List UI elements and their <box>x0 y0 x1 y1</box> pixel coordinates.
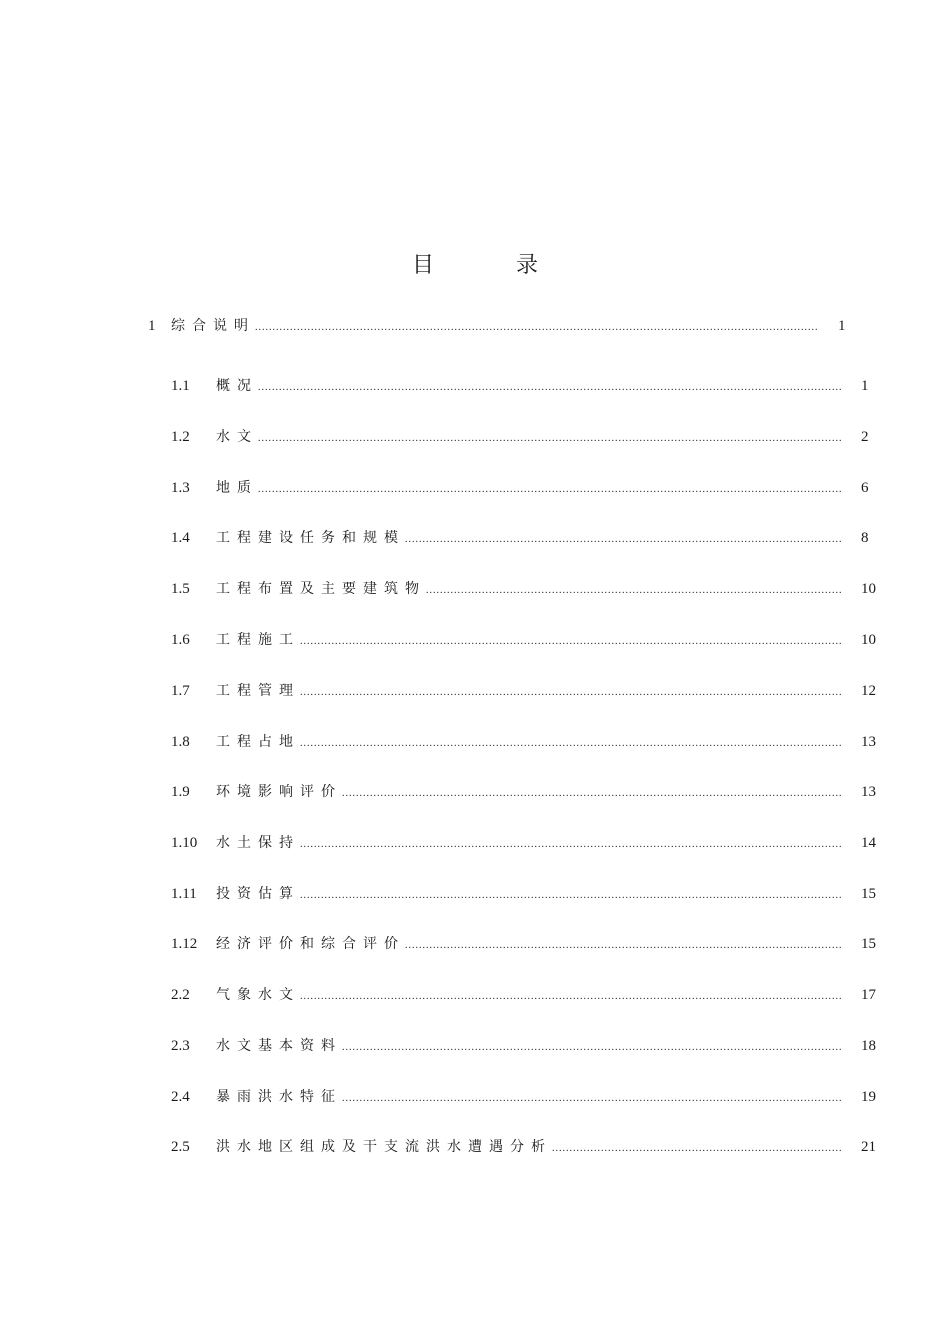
toc-entry-page: 15 <box>861 886 876 902</box>
toc-entry-page: 17 <box>861 987 876 1003</box>
toc-title-char-1: 目 <box>411 253 434 278</box>
toc-entry-page: 1 <box>861 378 869 394</box>
toc-entry-number: 1.10 <box>171 835 198 851</box>
toc-entry-title: 水文 <box>216 429 258 445</box>
toc-dot-leader <box>405 528 841 552</box>
toc-entry-page: 12 <box>861 683 876 699</box>
toc-entry-page: 2 <box>861 429 869 445</box>
toc-entry-number: 2.4 <box>171 1089 190 1105</box>
toc-entry-number: 2.2 <box>171 987 190 1003</box>
toc-entry[interactable] <box>171 1034 881 1058</box>
toc-entry-number: 1.7 <box>171 683 190 699</box>
toc-entry[interactable] <box>171 983 881 1007</box>
toc-entry-page: 13 <box>861 734 876 750</box>
toc-dot-leader <box>258 427 841 451</box>
toc-dot-leader <box>300 884 841 908</box>
toc-entry-number: 1.9 <box>171 784 190 800</box>
toc-entry-number: 1.11 <box>171 886 197 902</box>
toc-dot-leader <box>255 316 818 340</box>
toc-entry-page: 21 <box>861 1139 876 1155</box>
toc-entry-number: 1 <box>148 318 156 334</box>
toc-dot-leader <box>342 782 841 806</box>
toc-entry-title: 环境影响评价 <box>216 784 342 800</box>
toc-entry[interactable] <box>171 374 881 398</box>
toc-title-char-2: 录 <box>516 253 539 278</box>
toc-entry-number: 1.2 <box>171 429 190 445</box>
toc-entry-page: 18 <box>861 1038 876 1054</box>
toc-dot-leader <box>258 376 841 400</box>
toc-dot-leader <box>300 630 841 654</box>
toc-entry-page: 15 <box>861 936 876 952</box>
toc-entry[interactable] <box>171 476 881 500</box>
toc-entry-page: 8 <box>861 530 869 546</box>
toc-entry-number: 1.12 <box>171 936 198 952</box>
toc-entry-number: 2.5 <box>171 1139 190 1155</box>
toc-entry-page: 10 <box>861 632 876 648</box>
toc-entry-title: 水土保持 <box>216 835 300 851</box>
toc-entry-number: 1.5 <box>171 581 190 597</box>
toc-entry-title: 投资估算 <box>216 886 300 902</box>
toc-entry-title: 工程布置及主要建筑物 <box>216 581 426 597</box>
toc-dot-leader <box>300 732 841 756</box>
toc-entry[interactable] <box>171 577 881 601</box>
toc-entry[interactable] <box>171 628 881 652</box>
toc-dot-leader <box>300 681 841 705</box>
toc-entry[interactable] <box>171 831 881 855</box>
toc-entry[interactable] <box>171 526 881 550</box>
toc-dot-leader <box>342 1087 841 1111</box>
toc-entry[interactable] <box>148 314 858 338</box>
toc-dot-leader <box>426 579 841 603</box>
toc-dot-leader <box>300 833 841 857</box>
toc-entry-number: 1.6 <box>171 632 190 648</box>
toc-entry-page: 6 <box>861 480 869 496</box>
toc-entry-page: 10 <box>861 581 876 597</box>
toc-entry-page: 19 <box>861 1089 876 1105</box>
toc-entry-title: 气象水文 <box>216 987 300 1003</box>
toc-entry[interactable] <box>171 882 881 906</box>
toc-entry[interactable] <box>171 1135 881 1159</box>
toc-entry[interactable] <box>171 679 881 703</box>
toc-entry-title: 概况 <box>216 378 258 394</box>
toc-entry-title: 工程施工 <box>216 632 300 648</box>
toc-entry-title: 经济评价和综合评价 <box>216 936 405 952</box>
toc-dot-leader <box>342 1036 841 1060</box>
toc-entry-title: 工程管理 <box>216 683 300 699</box>
toc-entry[interactable] <box>171 1085 881 1109</box>
toc-entry-title: 洪水地区组成及干支流洪水遭遇分析 <box>216 1139 552 1155</box>
toc-entry-title: 地质 <box>216 480 258 496</box>
toc-entry-number: 2.3 <box>171 1038 190 1054</box>
toc-dot-leader <box>405 934 841 958</box>
toc-entry-title: 综合说明 <box>171 318 255 334</box>
toc-entry[interactable] <box>171 932 881 956</box>
toc-entry-number: 1.1 <box>171 378 190 394</box>
toc-dot-leader <box>300 985 841 1009</box>
toc-entry-number: 1.4 <box>171 530 190 546</box>
toc-entry-title: 暴雨洪水特征 <box>216 1089 342 1105</box>
toc-entry-page: 1 <box>838 318 846 334</box>
toc-entry-title: 工程建设任务和规模 <box>216 530 405 546</box>
toc-entry-number: 1.8 <box>171 734 190 750</box>
toc-entry-page: 13 <box>861 784 876 800</box>
toc-entry-title: 工程占地 <box>216 734 300 750</box>
toc-entry[interactable] <box>171 425 881 449</box>
toc-dot-leader <box>552 1137 841 1161</box>
toc-dot-leader <box>258 478 841 502</box>
toc-entry[interactable] <box>171 780 881 804</box>
toc-entry[interactable] <box>171 730 881 754</box>
toc-entry-number: 1.3 <box>171 480 190 496</box>
toc-entry-page: 14 <box>861 835 876 851</box>
toc-entry-title: 水文基本资料 <box>216 1038 342 1054</box>
